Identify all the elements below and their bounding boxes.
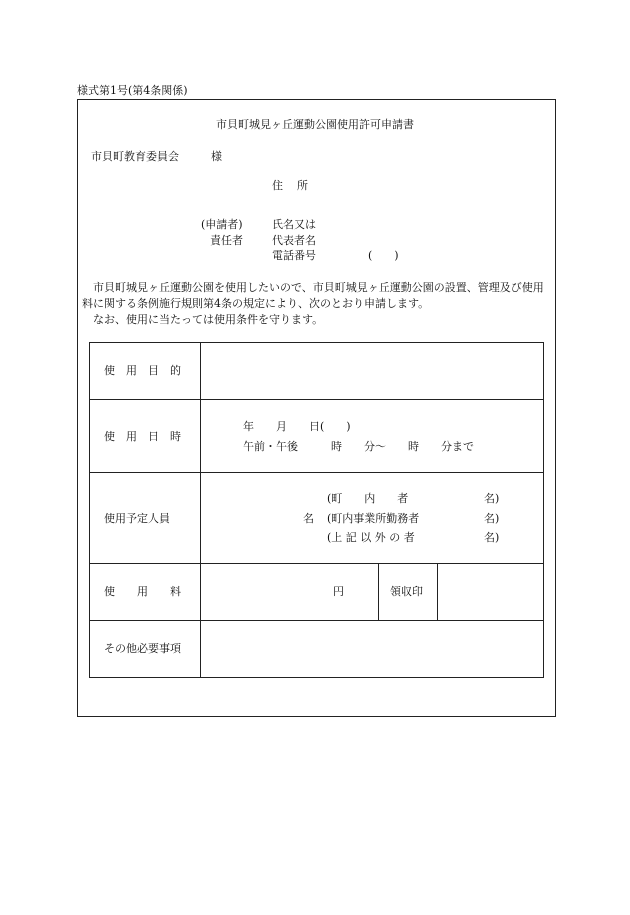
addressee-name: 市貝町教育委員会: [91, 150, 179, 163]
telephone-paren: ( ): [368, 249, 399, 262]
receipt-stamp-field[interactable]: [438, 564, 543, 620]
telephone-label: 電話番号: [272, 249, 316, 262]
statement-text-2: なお、使用に当たっては使用条件を守ります。: [93, 313, 324, 326]
representative-label: 代表者名: [272, 234, 316, 247]
statement-paragraph-1: [82, 280, 554, 312]
people-others-unit: 名): [484, 531, 500, 544]
people-residents-label: (町 内 者: [327, 492, 409, 505]
people-residents-unit: 名): [484, 492, 500, 505]
table-line: [378, 563, 379, 620]
datetime-label: 使 用 日 時: [104, 430, 181, 443]
table-line: [89, 342, 90, 678]
people-others-label: (上 記 以 外 の 者: [327, 531, 415, 544]
purpose-field[interactable]: [201, 343, 543, 399]
people-workers-label: (町内事業所勤務者: [327, 512, 420, 525]
statement-paragraph-2: [82, 312, 554, 328]
fee-field[interactable]: [201, 564, 378, 620]
fee-label: 使 用 料: [104, 585, 181, 598]
document-title: 市貝町城見ヶ丘運動公園使用許可申請書: [216, 118, 414, 131]
statement-text-1: 市貝町城見ヶ丘運動公園を使用したいので、市貝町城見ヶ丘運動公園の設置、管理及び使用料に関する条例施行規則第4条の規定により、次のとおり申請します。: [82, 281, 544, 310]
people-label: 使用予定人員: [104, 512, 170, 525]
datetime-time-line: 午前・午後 時 分〜 時 分まで: [243, 440, 474, 453]
applicant-role-line2: 責任者: [210, 234, 243, 247]
purpose-label: 使 用 目 的: [104, 364, 181, 377]
applicant-role-line1: (申請者): [201, 218, 243, 231]
name-label: 氏名又は: [272, 218, 316, 231]
form-number-label: 様式第1号(第4条関係): [77, 84, 188, 97]
addressee-honorific: 様: [211, 150, 222, 163]
receipt-stamp-label: 領収印: [390, 585, 423, 598]
table-line: [89, 677, 544, 678]
datetime-date-line: 年 月 日( ): [243, 420, 351, 433]
fee-unit: 円: [333, 585, 344, 598]
table-line: [89, 472, 544, 473]
other-notes-field[interactable]: [201, 621, 543, 677]
people-total-unit: 名: [303, 512, 314, 525]
address-label: 住所: [272, 179, 322, 192]
datetime-field[interactable]: [201, 400, 543, 472]
people-workers-unit: 名): [484, 512, 500, 525]
table-line: [543, 342, 544, 678]
other-notes-label: その他必要事項: [104, 642, 181, 655]
application-statement: [82, 280, 554, 328]
